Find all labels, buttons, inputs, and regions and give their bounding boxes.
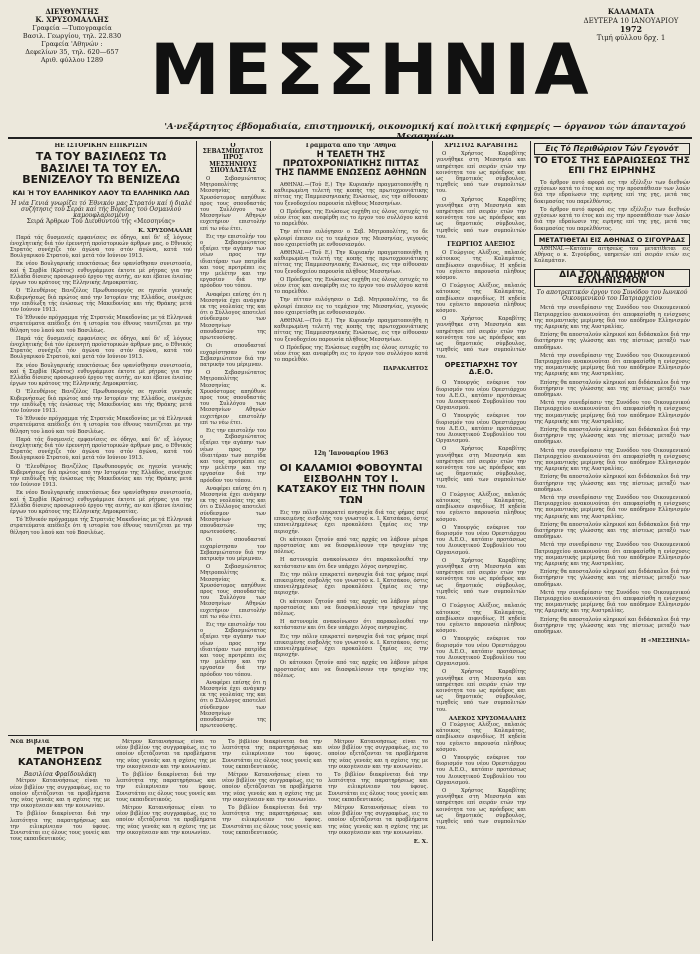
paragraph: Ο Χρήστος Καραβίτης γεννήθηκε στη Μεσσηνία και υπηρέτησε επί σειράν ετών την κοινότητα του ως πρόεδρος και ως δημοτικός σύμβουλος, τιμηθείς υπό των συμπολιτών του. xyxy=(436,446,526,490)
paragraph: Το βιβλίον διακρίνεται διά την λεπτότητα της παρατηρήσεως και την ειλικρίνειαν του ύφους. Συνιστάται εις όλους τους γονείς και τους εκπαιδευτικούς. xyxy=(328,772,428,803)
subtitle: 'Α·νεξάρτητος έβδομαδιαία, επιστημονική, οικονομική καί πολιτική εφημερίς — όργανον τών άπανταχού xyxy=(164,122,686,132)
paragraph: Ό 'Ελευθέριος Βενιζέλος Πρωθυπουργός σε ηγεσία γενικής Κυβερνήσεως διά πρώτος από την Ιστορίαν της Ελλάδος, συνέχισε την επιδίωξη τής ένώσεως τής Μακεδονίας και τής Θράκης μετά τόν Ιούνιον 1913. xyxy=(10,288,192,313)
paragraph: Το βιβλίον διακρίνεται διά την λεπτότητα της παρατηρήσεως και την ειλικρίνειαν του ύφους. Συνιστάται εις όλους τους γονείς και τους εκπαιδευτικούς. xyxy=(222,805,322,836)
paragraph: Ο Γεώργιος Αλέξιος, παλαιός κάτοικος της Καλαμάτας, απεβίωσεν αιφνιδίως. Η κηδεία του εγένετο παρουσία πλήθους κόσμου. xyxy=(436,603,526,635)
book-review xyxy=(10,739,428,939)
paragraph: Ο Χρήστος Καραβίτης γεννήθηκε στη Μεσσηνία και υπηρέτησε επί σειράν ετών την κοινότητα του ως πρόεδρος και ως δημοτικός σύμβουλος, τιμηθείς υπό των συμπολιτών του. xyxy=(436,316,526,360)
kicker: ΧΡΙΣΤΟΣ ΚΑΡΑΒΙΤΗΣ xyxy=(444,143,518,149)
paragraph: Οι κάτοικοι ζητούν από τας αρχάς να λάβουν μέτρα προστασίας και να διασφαλίσουν την ησυχίαν της πόλεως. xyxy=(274,598,428,618)
paragraph: Ο Χρήστος Καραβίτης γεννήθηκε στη Μεσσηνία και υπηρέτησε επί σειράν ετών την κοινότητα του ως πρόεδρος και ως δημοτικός σύμβουλος, τιμηθείς υπό των συμπολιτών του. xyxy=(436,787,526,832)
paragraph: Ο Χρήστος Καραβίτης γεννήθηκε στη Μεσσηνία και υπηρέτησε επί σειράν ετών την κοινότητα του ως πρόεδρος και ως δημοτικός σύμβουλος, τιμηθείς υπό των συμπολιτών του. xyxy=(436,196,526,240)
headline: ΟΙ ΚΑΛΑΜΙΟΙ ΦΟΒΟΥΝΤΑΙ ΕΙΣΒΟΛΗΝ ΤΟΥ Ι. ΚΑΤΣΑΚΟΥ ΕΙΣ ΤΗΝ ΠΟΛΙΝ ΤΩΝ xyxy=(276,463,426,506)
paragraph: Αναφέρει επίσης ότι η Μεσσηνία έχει ανάγκην εκ της νεολαίας της και ότι ο Σύλλογος αποτελεί σύνδεσμον των Μεσσηνίων σπουδαστών της πρωτευούσης. xyxy=(200,679,266,730)
paragraph: Ο Πρόεδρος της Ενώσεως ευχήθη εις όλους ευτυχές το νέον έτος και ανεφέρθη εις το έργον του συλλόγου κατά το παρελθόν. xyxy=(274,208,428,228)
paragraph: Ο Γεώργιος Αλέξιος, παλαιός κάτοικος της Καλαμάτας, απεβίωσεν αιφνιδίως. Η κηδεία του εγένετο παρουσία πλήθους κόσμου. xyxy=(436,721,526,753)
headline: Η ΤΕΛΕΤΗ ΤΗΣ ΠΡΩΤΟΧΡΟΝΙΑΤΙΚΗΣ ΠΙΤΤΑΣ ΤΗΣ ΠΑΜΜΕ ΕΝΩΣΕΩΣ ΑΘΗΝΩΝ xyxy=(275,150,427,179)
paragraph: Επίσης θα αποσταλούν κληρικοί και διδάσκαλοι διά την διατήρησιν της γλώσσης και της πίστεως μεταξύ των αποδήμων. xyxy=(534,569,690,588)
paragraph: Η αστυνομία ανακοίνωσεν ότι παρακολουθεί την κατάστασιν και ότι δεν υπάρχει λόγος ανησυχίας. xyxy=(274,619,428,632)
paragraph: Μέτρον Κατανοήσεως είναι το νέον βιβλίον της συγγραφέως, εις το οποίον εξετάζονται τα προβλήματα της νέας γενεάς και η σχέσις της με την οικογένειαν και την κοινωνίαν. xyxy=(116,805,216,836)
paragraph: Ο Γεώργιος Αλέξιος, παλαιός κάτοικος της Καλαμάτας, απεβίωσεν αιφνιδίως. Η κηδεία του εγένετο παρουσία πλήθους κόσμου. xyxy=(436,250,526,282)
paragraph: Μετά την συνεδρίασιν της Συνόδου του Οικουμενικού Πατριαρχείου ανακοινούται ότι απεφασίσθη η ενίσχυσις της ποιμαντικής μερίμνης διά τον απόδημον Ελληνισμόν της Αμερικής και της Αυστραλίας. xyxy=(534,589,690,615)
paragraph: Εις την πόλιν επικρατεί ανησυχία διά τας φήμας περί επικειμένης εισβολής του γνωστού κ. Ι. Κατσάκου, όστις επανειλημμένως έχει προκαλέσει ζημίας εις την περιοχήν. xyxy=(274,510,428,535)
paragraph: Ο Χρήστος Καραβίτης γεννήθηκε στη Μεσσηνία και υπηρέτησε επί σειράν ετών την κοινότητα του ως πρόεδρος και ως δημοτικός σύμβουλος, τιμηθείς υπό των συμπολιτών του. xyxy=(436,151,526,195)
article-column-1 xyxy=(10,143,192,731)
paragraph: Επίσης θα αποσταλούν κληρικοί και διδάσκαλοι διά την διατήρησιν της γλώσσης και της πίστεως μεταξύ των αποδήμων. xyxy=(534,332,690,351)
article-column-5 xyxy=(534,143,690,933)
paragraph: Επίσης θα αποσταλούν κληρικοί και διδάσκαλοι διά την διατήρησιν της γλώσσης και της πίστεως μεταξύ των αποδήμων. xyxy=(534,379,690,398)
column-divider xyxy=(270,141,271,731)
paragraph: Το άρθρον αυτό αφορά εις την εξέλιξιν των διεθνών σχέσεων κατά το έτος και εις την προσπάθειαν των λαών διά την εδραίωσιν της ειρήνης επί της γης, μετά τας δοκιμασίας του παρελθόντος. xyxy=(534,180,690,205)
paragraph: ΑΘΗΝΑΙ.—(Τού Ε.) Την Κυριακήν πραγματοποιήθη η καθιερωμένη τελετή της κοπής της πρωτοχρονιάτικης πίττας της Παμμεσσηνιακής Ενώσεως, εις την αίθουσαν του ξενοδοχείου παρουσία πλήθους Μεσσηνίων. xyxy=(274,318,428,343)
dateline: 12η 'Ιανουαρίου 1963 xyxy=(313,450,389,457)
paragraph: Την πίτταν ευλόγησεν ο Σεβ. Μητροπολίτης, το δε φλουρί έπεσεν εις το τεμάχιον της Μεσσηνίας, γεγονός που εχαιρετίσθη με ενθουσιασμόν. xyxy=(274,297,428,316)
paragraph: ΑΘΗΝΑΙ.—(Τού Ε.) Την Κυριακήν πραγματοποιήθη η καθιερωμένη τελετή της κοπής της πρωτοχρονιάτικης πίττας της Παμμεσσηνιακής Ενώσεως, εις την αίθουσαν του ξενοδοχείου παρουσία πλήθους Μεσσηνίων. xyxy=(274,181,428,207)
paragraph: Ο Γεώργιος Αλέξιος, παλαιός κάτοικος της Καλαμάτας, απεβίωσεν αιφνιδίως. Η κηδεία του εγένετο παρουσία πλήθους κόσμου. xyxy=(436,283,526,315)
kicker: ΗΕ ΙΣΤΟΡΙΚΗΝ ΕΠΙΚΡΙΣΙΝ xyxy=(54,143,148,149)
signature: Ε. Χ. xyxy=(413,839,428,846)
intro: Ή νέα Γενιά γνωρίζει τό Έθνικόν μας Στρατόν καί ή διαλέ συζήτησις τού Σεράι καί τής Βορείας τού Οσμανλού καμουφλαρισμένη xyxy=(10,199,192,220)
issue-info xyxy=(572,8,690,42)
paragraph: Ο Χρήστος Καραβίτης γεννήθηκε στη Μεσσηνία και υπηρέτησε επί σειράν ετών την κοινότητα του ως πρόεδρος και ως δημοτικός σύμβουλος, τιμηθείς υπό των συμπολιτών του. xyxy=(436,557,526,602)
paragraph: Η αστυνομία ανακοίνωσεν ότι παρακολουθεί την κατάστασιν και ότι δεν υπάρχει λόγος ανησυχίας. xyxy=(274,557,428,570)
article-column-2 xyxy=(200,143,266,731)
paragraph: Ο Υπουργός ενέκρινε τον διορισμόν του νέου Ορεστιάρχου του Δ.Ε.Ο., κατόπιν προτάσεως του Διοικητικού Συμβουλίου του Οργανισμού. xyxy=(436,754,526,786)
paragraph: Ο Σεβασμιώτατος Μητροπολίτης Μεσσηνίας κ. Χρυσόστομος απηύθυνε προς τους σπουδαστάς του Συλλόγου των Μεσσηνίων Αθηνών ευχετήριον επιστολήν επί τω νέω έτει. xyxy=(200,564,266,620)
paragraph: Εκ νέου Βουλγαρικής επεκτάσεως δεν ιφανίσθησαν συνιστοσία, καί ή Σερβία (Κράτος) ευθυγράμμισε έκτοτε μέ ρήτρας για την Ελλάδα δίσεσις προσωρινού έργου της αυτής, αν και έβαινε ένιαίας έργων του κράτους της Ελληνικής Δημοκρατίας. xyxy=(10,261,192,287)
paragraph: Ό 'Ελευθέριος Βενιζέλος Πρωθυπουργός σε ηγεσία γενικής Κυβερνήσεως διά πρώτος από την Ιστορίαν της Ελλάδος, συνέχισε την επιδίωξη τής ένώσεως τής Μακεδονίας και τής Θράκης μετά τόν Ιούνιον 1913. xyxy=(10,389,192,414)
subhead: Το αποτρεπτικόν έργον του Συνόδου του Ιωνικού Οικουμενικού του Πατριαρχείου xyxy=(536,288,688,303)
paragraph: Ο Υπουργός ενέκρινε τον διορισμόν του νέου Ορεστιάρχου του Δ.Ε.Ο., κατόπιν προτάσεως του Διοικητικού Συμβουλίου του Οργανισμού. xyxy=(436,380,526,412)
headline: ΤΑ ΤΟΥ ΒΑΣΙΛΕΩΣ ΤΩ ΒΑΣΙΛΕΙ ΤΑ ΤΟΥ ΕΛ. ΒΕΝΙΖΕΛΟΥ ΤΩ ΒΕΝΙΖΕΛΩ xyxy=(22,150,180,187)
paragraph: Ο Υπουργός ενέκρινε τον διορισμόν του νέου Ορεστιάρχου του Δ.Ε.Ο., κατόπιν προτάσεως του Διοικητικού Συμβουλίου του Οργανισμού. xyxy=(436,636,526,668)
paragraph: Μέτρον Κατανοήσεως είναι το νέον βιβλίον της συγγραφέως, εις το οποίον εξετάζονται τα προβλήματα της νέας γενεάς και η σχέσις της με την οικογένειαν και την κοινωνίαν. xyxy=(328,739,428,770)
paragraph: Αναφέρει επίσης ότι η Μεσσηνία έχει ανάγκην εκ της νεολαίας της και ότι ο Σύλλογος αποτελεί σύνδεσμον των Μεσσηνίων σπουδαστών της πρωτευούσης. xyxy=(200,485,266,536)
paragraph: Το βιβλίον διακρίνεται διά την λεπτότητα της παρατηρήσεως και την ειλικρίνειαν του ύφους. Συνιστάται εις όλους τους γονείς και τους εκπαιδευτικούς. xyxy=(10,811,110,843)
paragraph: Επίσης θα αποσταλούν κληρικοί και διδάσκαλοι διά την διατήρησιν της γλώσσης και της πίστεως μεταξύ των αποδήμων. xyxy=(534,521,690,541)
paragraph: ΑΘΗΝΑΙ.—Κατόπιν αιτήσεώς του μετατίθεται εις Αθήνας ο κ. Σιγούρδας, υπηρετών επί σειράν ετών εις Καλαμάταν. xyxy=(534,245,690,265)
paragraph: Μετά την συνεδρίασιν της Συνόδου του Οικουμενικού Πατριαρχείου ανακοινούται ότι απεφασίσθη η ενίσχυσις της ποιμαντικής μερίμνης διά τον απόδημον Ελληνισμόν της Αμερικής και της Αυστραλίας. xyxy=(534,400,690,425)
publisher-info xyxy=(12,8,132,64)
issue-year: 1972 xyxy=(619,24,643,34)
paragraph: Μετά την συνεδρίασιν της Συνόδου του Οικουμενικού Πατριαρχείου ανακοινούται ότι απεφασίσθη η ενίσχυσις της ποιμαντικής μερίμνης διά τον απόδημον Ελληνισμόν της Αμερικής και της Αυστραλίας. xyxy=(534,305,690,330)
masthead-title: ΜΕΣΣΗΝΙΑ xyxy=(150,29,593,111)
paragraph: Εις την πόλιν επικρατεί ανησυχία διά τας φήμας περί επικειμένης εισβολής του γνωστού κ. Ι. Κατσάκου, όστις επανειλημμένως έχει προκαλέσει ζημίας εις την περιοχήν. xyxy=(274,633,428,659)
paragraph: Οι σπουδασταί ευχαρίστησαν τον Σεβασμιώτατον διά την πατρικήν του μέριμναν. xyxy=(200,343,266,368)
headline: ΜΕΤΑΤΙΘΕΤΑΙ ΕΙΣ ΑΘΗΝΑΣ Ο ΣΙΓΟΥΡΔΑΣ xyxy=(534,234,690,246)
office-line: Βασιλ. Γεωργίου, τηλ. 22.830 xyxy=(22,32,122,40)
kicker-box: Εις Τό Περιθώριον Τών Γεγονότ xyxy=(534,143,690,155)
signature: ΑΛΕΚΟΣ ΧΡΥΣΟΜΑΛΛΗΣ xyxy=(448,715,526,722)
director-label: ΔΙΕΥΘΥΝΤΗΣ xyxy=(45,7,99,16)
paragraph: Μετά την συνεδρίασιν της Συνόδου του Οικουμενικού Πατριαρχείου ανακοινούται ότι απεφασίσθη η ενίσχυσις της ποιμαντικής μερίμνης διά τον απόδημον Ελληνισμόν της Αμερικής και της Αυστραλίας. xyxy=(534,495,690,520)
paragraph: Παρά τάς δυσμενείς εμφανίσεις σε όδηγο, καί δι' εξ λόγους ένοχλητικής διά τόν έρευνητή προϊστορικών άρθρων μας, ο Εθνικός Στρατός συνέχιζε τόν άγώνα του στόν άγώνα, κατά τού Βουλγαρικού Στρατού, καί μετά τόν Ιούνιον 1913. xyxy=(10,436,192,462)
headline: ΔΙΑ ΤΟΝ ΑΠΟΔΗΜΟΝ ΕΛΛΗΝΙΣΜΟΝ xyxy=(534,269,690,287)
paragraph: Εκ νέου Βουλγαρικής επεκτάσεως δεν ιφανίσθησαν συνιστοσία, καί ή Σερβία (Κράτος) ευθυγράμμισε έκτοτε μέ ρήτρας για την Ελλάδα δίσεσις προσωρινού έργου της αυτής, αν και έβαινε ένιαίας έργων του κράτους της Ελληνικής Δημοκρατίας. xyxy=(10,490,192,515)
kicker: Γράμματα άπό τήν 'Αθήνα xyxy=(305,143,397,149)
paragraph: Επίσης θα αποσταλούν κληρικοί και διδάσκαλοι διά την διατήρησιν της γλώσσης και της πίστεως μεταξύ των αποδήμων. xyxy=(534,616,690,636)
paragraph: Το βιβλίον διακρίνεται διά την λεπτότητα της παρατηρήσεως και την ειλικρίνειαν του ύφους. Συνιστάται εις όλους τους γονείς και τους εκπαιδευτικούς. xyxy=(116,772,216,803)
paragraph: Ο Πρόεδρος της Ενώσεως ευχήθη εις όλους ευτυχές το νέον έτος και ανεφέρθη εις το έργον του συλλόγου κατά το παρελθόν. xyxy=(274,344,428,364)
header-rule xyxy=(8,137,692,139)
paragraph: Τό Έθνικόν πρόγραμμα τής Στρατιάς Μακεδονίας με τά Ελληνικά στρατεύματα απέδειξε ότι ή ιστορία του έθνους ταυτίζεται με την θέληση του λαού και τού Βασιλέως. xyxy=(10,416,192,435)
office-line: Δεφελίων 35, τηλ. 620—657 xyxy=(25,48,119,56)
paragraph: Ο Υπουργός ενέκρινε τον διορισμόν του νέου Ορεστιάρχου του Δ.Ε.Ο., κατόπιν προτάσεως του Διοικητικού Συμβουλίου του Οργανισμού. xyxy=(436,413,526,445)
paragraph: Οι κάτοικοι ζητούν από τας αρχάς να λάβουν μέτρα προστασίας και να διασφαλίσουν την ησυχίαν της πόλεως. xyxy=(274,536,428,556)
paragraph: Ο Σεβασμιώτατος Μητροπολίτης Μεσσηνίας κ. Χρυσόστομος απηύθυνε προς τους σπουδαστάς του Συλλόγου των Μεσσηνίων Αθηνών ευχετήριον επιστολήν επί τω νέω έτει. xyxy=(200,176,266,232)
article-column-4 xyxy=(436,143,526,933)
paragraph: Μετά την συνεδρίασιν της Συνόδου του Οικουμενικού Πατριαρχείου ανακοινούται ότι απεφασίσθη η ενίσχυσις της ποιμαντικής μερίμνης διά τον απόδημον Ελληνισμόν της Αμερικής και της Αυστραλίας. xyxy=(534,352,690,378)
paragraph: Ο Πρόεδρος της Ενώσεως ευχήθη εις όλους ευτυχές το νέον έτος και ανεφέρθη εις το έργον του συλλόγου κατά το παρελθόν. xyxy=(274,276,428,296)
paragraph: Μέτρον Κατανοήσεως είναι το νέον βιβλίον της συγγραφέως, εις το οποίον εξετάζονται τα προβλήματα της νέας γενεάς και η σχέσις της με την οικογένειαν και την κοινωνίαν. xyxy=(116,739,216,770)
headline: ΟΡΕΣΤΙΑΡΧΗΣ ΤΟΥ Δ.Ε.Ο. xyxy=(444,360,518,377)
issue-price: Τιμή φύλλου δρχ. 1 xyxy=(596,33,666,42)
paragraph: Ό 'Ελευθέριος Βενιζέλος Πρωθυπουργός σε ηγεσία γενικής Κυβερνήσεως διά πρώτος από την Ιστορίαν της Ελλάδος, συνέχισε την επιδίωξη τής ένώσεως τής Μακεδονίας και τής Θράκης μετά τόν Ιούνιον 1913. xyxy=(10,463,192,489)
paragraph: Εις την πόλιν επικρατεί ανησυχία διά τας φήμας περί επικειμένης εισβολής του γνωστού κ. Ι. Κατσάκου, όστις επανειλημμένως έχει προκαλέσει ζημίας εις την περιοχήν. xyxy=(274,571,428,597)
article-middle xyxy=(274,462,428,731)
paragraph: Τό Έθνικόν πρόγραμμα τής Στρατιάς Μακεδονίας με τά Ελληνικά στρατεύματα απέδειξε ότι ή ιστορία του έθνους ταυτίζεται με την θέληση του λαού και τού Βασιλέως. xyxy=(10,517,192,536)
signature: ΠΑΡΑΚΛΗΤΟΣ xyxy=(383,366,428,373)
headline: ΜΕΤΡΟΝ ΚΑΤΑΝΟΗΣΕΩΣ xyxy=(17,746,103,768)
author: Κ. ΧΡΥΣΟΜΑΛΛΗ xyxy=(138,228,192,235)
kicker: Ο ΣΕΒΑΣΜΙΩΤΑΤΟΣ ΠΡΟΣ ΜΕΣΣΗΝΙΟΥΣ ΣΠΟΥΔΑΣΤΑΣ xyxy=(202,143,264,174)
paragraph: Την πίτταν ευλόγησεν ο Σεβ. Μητροπολίτης, το δε φλουρί έπεσεν εις το τεμάχιον της Μεσσηνίας, γεγονός που εχαιρετίσθη με ενθουσιασμόν. xyxy=(274,229,428,248)
paragraph: Ο Σεβασμιώτατος Μητροπολίτης Μεσσηνίας κ. Χρυσόστομος απηύθυνε προς τους σπουδαστάς του Συλλόγου των Μεσσηνίων Αθηνών ευχετήριον επιστολήν επί τω νέω έτει. xyxy=(200,370,266,426)
kicker: Νέα Βιβλία xyxy=(10,739,50,745)
paragraph: Παρά τάς δυσμενείς εμφανίσεις σε όδηγο, καί δι' εξ λόγους ένοχλητικής διά τόν έρευνητή προϊστορικών άρθρων μας, ο Εθνικός Στρατός συνέχιζε τόν άγώνα του στόν άγώνα, κατά τού Βουλγαρικού Στρατού, καί μετά τόν Ιούνιον 1913. xyxy=(10,234,192,260)
byline: Σειρά Άρθρων Τού Διευθυντού τής «Μεσσηνίας» xyxy=(26,218,176,226)
paragraph: Ο Χρήστος Καραβίτης γεννήθηκε στη Μεσσηνία και υπηρέτησε επί σειράν ετών την κοινότητα του ως πρόεδρος και ως δημοτικός σύμβουλος, τιμηθείς υπό των συμπολιτών του. xyxy=(436,669,526,713)
signature: Η «ΜΕΣΣΗΝΙΑ» xyxy=(640,638,690,645)
paragraph: Επίσης θα αποσταλούν κληρικοί και διδάσκαλοι διά την διατήρησιν της γλώσσης και της πίστεως μεταξύ των αποδήμων. xyxy=(534,474,690,493)
paragraph: Οι κάτοικοι ζητούν από τας αρχάς να λάβουν μέτρα προστασίας και να διασφαλίσουν την ησυχίαν της πόλεως. xyxy=(274,660,428,679)
director-name: Κ. ΧΡΥΣΟΜΑΛΛΗΣ xyxy=(35,15,109,24)
headline: ΤΟ ΕΤΟΣ ΤΗΣ ΕΔΡΑΙΩΣΕΩΣ ΤΗΣ ΕΠΙ ΓΗΣ ΕΙΡΗΝΗΣ xyxy=(534,156,690,176)
article-column-3 xyxy=(274,143,428,449)
paragraph: Μέτρον Κατανοήσεως είναι το νέον βιβλίον της συγγραφέως, εις το οποίον εξετάζονται τα προβλήματα της νέας γενεάς και η σχέσις της με την οικογένειαν και την κοινωνίαν. xyxy=(328,805,428,836)
paragraph: Επίσης θα αποσταλούν κληρικοί και διδάσκαλοι διά την διατήρησιν της γλώσσης και της πίστεως μεταξύ των αποδήμων. xyxy=(534,426,690,446)
column-divider xyxy=(530,141,531,321)
paragraph: Εις την επιστολήν του ο Σεβασμιώτατος εξαίρει την αγάπην των νέων προς την ιδιαιτέραν των πατρίδα και τους προτρέπει εις την μελέτην και την εργασίαν διά την πρόοδον του τόπου. xyxy=(200,622,266,678)
paragraph: Μετά την συνεδρίασιν της Συνόδου του Οικουμενικού Πατριαρχείου ανακοινούται ότι απεφασίσθη η ενίσχυσις της ποιμαντικής μερίμνης διά τον απόδημον Ελληνισμόν της Αμερικής και της Αυστραλίας. xyxy=(534,447,690,473)
office-line: Γραφεία —Τυπογραφεία xyxy=(32,24,112,32)
paragraph: Μέτρον Κατανοήσεως είναι το νέον βιβλίον της συγγραφέως, εις το οποίον εξετάζονται τα προβλήματα της νέας γενεάς και η σχέσις της με την οικογένειαν και την κοινωνίαν. xyxy=(10,778,110,810)
paragraph: Εις την επιστολήν του ο Σεβασμιώτατος εξαίρει την αγάπην των νέων προς την ιδιαιτέραν των πατρίδα και τους προτρέπει εις την μελέτην και την εργασίαν διά την πρόοδον του τόπου. xyxy=(200,233,266,290)
section-rule xyxy=(8,735,432,736)
paragraph: Εκ νέου Βουλγαρικής επεκτάσεως δεν ιφανίσθησαν συνιστοσία, καί ή Σερβία (Κράτος) ευθυγράμμισε έκτοτε μέ ρήτρας για την Ελλάδα δίσεσις προσωρινού έργου της αυτής, αν και έβαινε ένιαίας έργων του κράτους της Ελληνικής Δημοκρατίας. xyxy=(10,362,192,388)
paragraph: Οι σπουδασταί ευχαρίστησαν τον Σεβασμιώτατον διά την πατρικήν του μέριμναν. xyxy=(200,537,266,562)
city: ΚΑΛΑΜΑΤΑ xyxy=(607,7,655,16)
subhead: ΓΕΩΡΓΙΟΣ ΑΛΕΞΙΟΣ xyxy=(447,241,515,249)
paragraph: Αναφέρει επίσης ότι η Μεσσηνία έχει ανάγκην εκ της νεολαίας της και ότι ο Σύλλογος αποτελεί σύνδεσμον των Μεσσηνίων σπουδαστών της πρωτευούσης. xyxy=(200,291,266,342)
paragraph: ΑΘΗΝΑΙ.—(Τού Ε.) Την Κυριακήν πραγματοποιήθη η καθιερωμένη τελετή της κοπής της πρωτοχρονιάτικης πίττας της Παμμεσσηνιακής Ενώσεως, εις την αίθουσαν του ξενοδοχείου παρουσία πλήθους Μεσσηνίων. xyxy=(274,250,428,275)
column-divider xyxy=(196,141,197,731)
paragraph: Εις την επιστολήν του ο Σεβασμιώτατος εξαίρει την αγάπην των νέων προς την ιδιαιτέραν των πατρίδα και τους προτρέπει εις την μελέτην και την εργασίαν διά την πρόοδον του τόπου. xyxy=(200,427,266,484)
paragraph: Ο Υπουργός ενέκρινε τον διορισμόν του νέου Ορεστιάρχου του Δ.Ε.Ο., κατόπιν προτάσεως του Διοικητικού Συμβουλίου του Οργανισμού. xyxy=(436,524,526,556)
paragraph: Παρά τάς δυσμενείς εμφανίσεις σε όδηγο, καί δι' εξ λόγους ένοχλητικής διά τόν έρευνητή προϊστορικών άρθρων μας, ο Εθνικός Στρατός συνέχιζε τόν άγώνα του στόν άγώνα, κατά τού Βουλγαρικού Στρατού, καί μετά τόν Ιούνιον 1913. xyxy=(10,335,192,361)
paragraph: Μέτρον Κατανοήσεως είναι το νέον βιβλίον της συγγραφέως, εις το οποίον εξετάζονται τα προβλήματα της νέας γενεάς και η σχέσις της με την οικογένειαν και την κοινωνίαν. xyxy=(222,772,322,803)
paragraph: Ο Γεώργιος Αλέξιος, παλαιός κάτοικος της Καλαμάτας, απεβίωσεν αιφνιδίως. Η κηδεία του εγένετο παρουσία πλήθους κόσμου. xyxy=(436,491,526,523)
office-line: Γραφεία 'Αθηνών : xyxy=(41,40,103,48)
office-line: Αριθ. φύλλου 1289 xyxy=(40,56,104,64)
paragraph: Το βιβλίον διακρίνεται διά την λεπτότητα της παρατηρήσεως και την ειλικρίνειαν του ύφους. Συνιστάται εις όλους τους γονείς και τους εκπαιδευτικούς. xyxy=(222,739,322,770)
author: Βασιλίσα Φραϊδουλάκη xyxy=(23,771,97,779)
paragraph: Τό Έθνικόν πρόγραμμα τής Στρατιάς Μακεδονίας με τά Ελληνικά στρατεύματα απέδειξε ότι ή ιστορία του έθνους ταυτίζεται με την θέληση του λαού και τού Βασιλέως. xyxy=(10,315,192,334)
paragraph: Μετά την συνεδρίασιν της Συνόδου του Οικουμενικού Πατριαρχείου ανακοινούται ότι απεφασίσθη η ενίσχυσις της ποιμαντικής μερίμνης διά τον απόδημον Ελληνισμόν της Αμερικής και της Αυστραλίας. xyxy=(534,542,690,568)
column-divider xyxy=(432,141,433,941)
subheadline: ΚΑΙ Ή ΤΟΥ ΕΛΛΗΝΙΚΟΥ ΛΑΟΥ ΤΩ ΕΛΛΗΝΙΚΩ ΛΑΩ xyxy=(12,188,190,197)
paragraph: Το άρθρον αυτό αφορά εις την εξέλιξιν των διεθνών σχέσεων κατά το έτος και εις την προσπάθειαν των λαών διά την εδραίωσιν της ειρήνης επί της γης, μετά τας δοκιμασίας του παρελθόντος. xyxy=(534,206,690,232)
issue-date: ΔΕΥΤΕΡΑ 10 ΙΑΝΟΥΑΡΙΟΥ xyxy=(583,16,679,25)
